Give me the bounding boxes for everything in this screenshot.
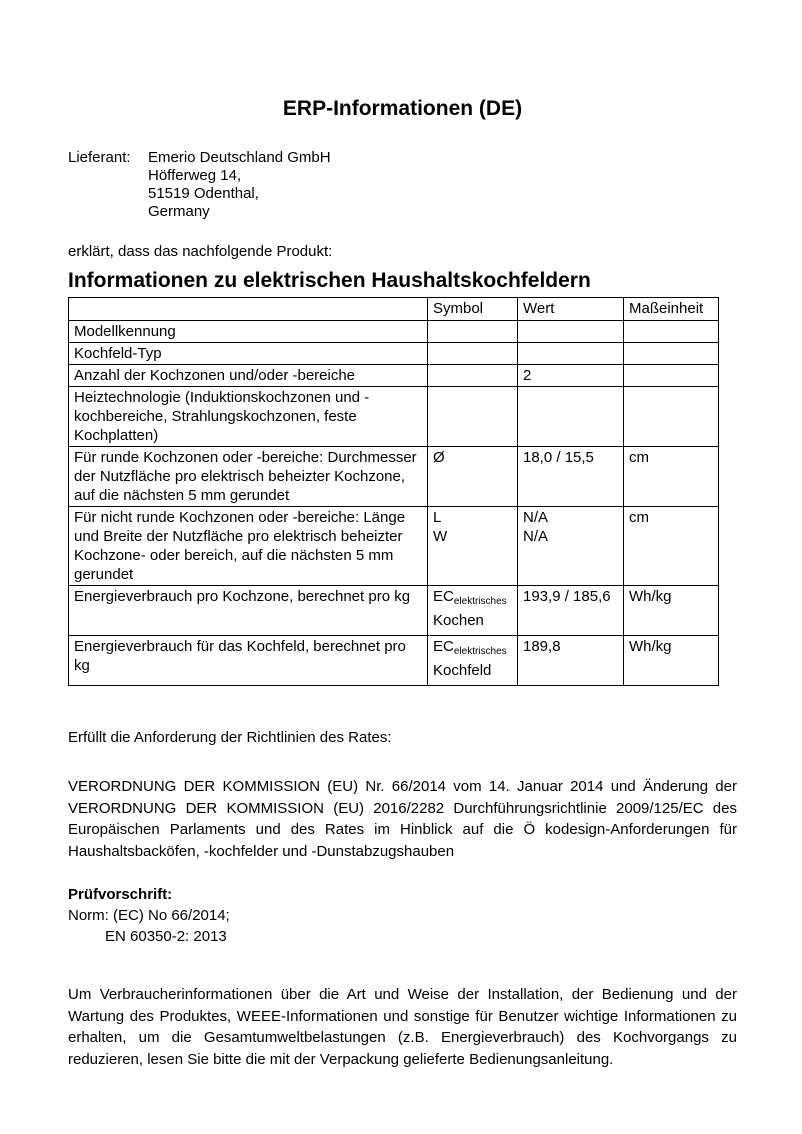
row-symbol-lw xyxy=(428,507,518,586)
row-label: Heiztechnologie (Induktionskochzonen und -kochbereiche, Strahlungskochzonen, feste Kochplatten) xyxy=(69,387,428,447)
row-symbol-ec xyxy=(428,586,518,636)
row-label: Kochfeld-Typ xyxy=(69,343,428,365)
row-wert: 18,0 / 15,5 xyxy=(518,447,624,507)
declaration-line: erklärt, dass das nachfolgende Produkt: xyxy=(68,243,333,260)
symbol-ec-line: $EC_{elektrisches}$ xyxy=(433,638,507,657)
row-symbol xyxy=(428,321,518,343)
row-label: Energieverbrauch für das Kochfeld, berechnet pro kg xyxy=(69,636,428,686)
row-symbol-ec xyxy=(428,636,518,686)
supplier-country: Germany xyxy=(148,203,210,220)
symbol-width: W xyxy=(433,528,448,545)
wert-length: N/A xyxy=(523,509,549,526)
symbol-length: L xyxy=(433,509,442,526)
row-unit xyxy=(624,343,719,365)
table-row xyxy=(69,586,719,636)
row-wert xyxy=(518,321,624,343)
test-spec-heading: Prüfvorschrift: xyxy=(68,886,173,903)
compliance-intro: Erfüllt die Anforderung der Richtlinien des Rates: xyxy=(68,729,392,746)
supplier-city: 51519 Odenthal, xyxy=(148,185,259,202)
wert-width: N/A xyxy=(523,528,549,545)
row-unit xyxy=(624,387,719,447)
table-row xyxy=(69,343,719,365)
supplier-block xyxy=(68,149,737,221)
row-label: Anzahl der Kochzonen und/oder -bereiche xyxy=(69,365,428,387)
table-header-row xyxy=(69,298,719,321)
symbol-ec-context: Kochen xyxy=(433,612,484,629)
test-spec-norm-2: EN 60350-2: 2013 xyxy=(105,928,227,945)
row-label: Für runde Kochzonen oder -bereiche: Durchmesser der Nutzfläche pro elektrisch beheizter Kochzone, auf die nächsten 5 mm gerundet xyxy=(69,447,428,507)
row-unit: cm xyxy=(624,447,719,507)
section-heading: Informationen zu elektrischen Haushaltskochfeldern xyxy=(68,269,591,292)
row-label: Für nicht runde Kochzonen oder -bereiche: Länge und Breite der Nutzfläche pro elektrisch beheizter Kochzone- oder bereich, auf die nächsten 5 mm gerundet xyxy=(69,507,428,586)
row-wert: 2 xyxy=(518,365,624,387)
row-symbol xyxy=(428,387,518,447)
header-masseinheit: Maßeinheit xyxy=(624,298,719,321)
row-unit: Wh/kg xyxy=(624,636,719,686)
regulation-paragraph: VERORDNUNG DER KOMMISSION (EU) Nr. 66/2014 vom 14. Januar 2014 und Änderung der VERORDNUNG DER KOMMISSION (EU) 2016/2282 Durchführungsrichtlinie 2009/125/EC des Europäischen Parlaments und des Rates im Hinblick auf die Ö kodesign-Anforderungen für Haushaltsbacköfen, -kochfelder und -Dunstabzugshauben xyxy=(68,778,737,860)
consumer-info-paragraph: Um Verbraucherinformationen über die Art und Weise der Installation, der Bedienung und der Wartung des Produktes, WEEE-Informationen und sonstige für Benutzer wichtige Informationen zu erhalten, um die Gesamtumweltbelastungen (z.B. Energieverbrauch) des Kochvorgangs zu reduzieren, lesen Sie bitte die mit der Verpackung gelieferte Bedienungsanleitung. xyxy=(68,986,737,1068)
header-empty xyxy=(69,298,428,321)
row-symbol xyxy=(428,343,518,365)
row-symbol-diameter: Ø xyxy=(428,447,518,507)
row-wert xyxy=(518,507,624,586)
supplier-label: Lieferant: xyxy=(68,149,131,166)
row-wert xyxy=(518,343,624,365)
symbol-ec-line: $EC_{elektrisches}$ xyxy=(433,588,507,607)
row-symbol xyxy=(428,365,518,387)
row-unit: Wh/kg xyxy=(624,586,719,636)
row-unit: cm xyxy=(624,507,719,586)
row-wert: 193,9 / 185,6 xyxy=(518,586,624,636)
supplier-name: Emerio Deutschland GmbH xyxy=(148,149,331,166)
test-spec-norm-1: Norm: (EC) No 66/2014; xyxy=(68,907,230,924)
table-row xyxy=(69,447,719,507)
page-title: ERP-Informationen (DE) xyxy=(282,97,523,120)
row-wert xyxy=(518,387,624,447)
table-row xyxy=(69,387,719,447)
row-label: Modellkennung xyxy=(69,321,428,343)
row-unit xyxy=(624,321,719,343)
symbol-ec-context: Kochfeld xyxy=(433,662,492,679)
header-wert: Wert xyxy=(518,298,624,321)
row-label: Energieverbrauch pro Kochzone, berechnet pro kg xyxy=(69,586,428,636)
table-row xyxy=(69,365,719,387)
supplier-street: Höfferweg 14, xyxy=(148,167,242,184)
table-row xyxy=(69,636,719,686)
row-wert: 189,8 xyxy=(518,636,624,686)
table-row xyxy=(69,321,719,343)
product-info-table xyxy=(68,297,719,686)
table-row xyxy=(69,507,719,586)
header-symbol: Symbol xyxy=(428,298,518,321)
supplier-address xyxy=(148,149,331,221)
row-unit xyxy=(624,365,719,387)
